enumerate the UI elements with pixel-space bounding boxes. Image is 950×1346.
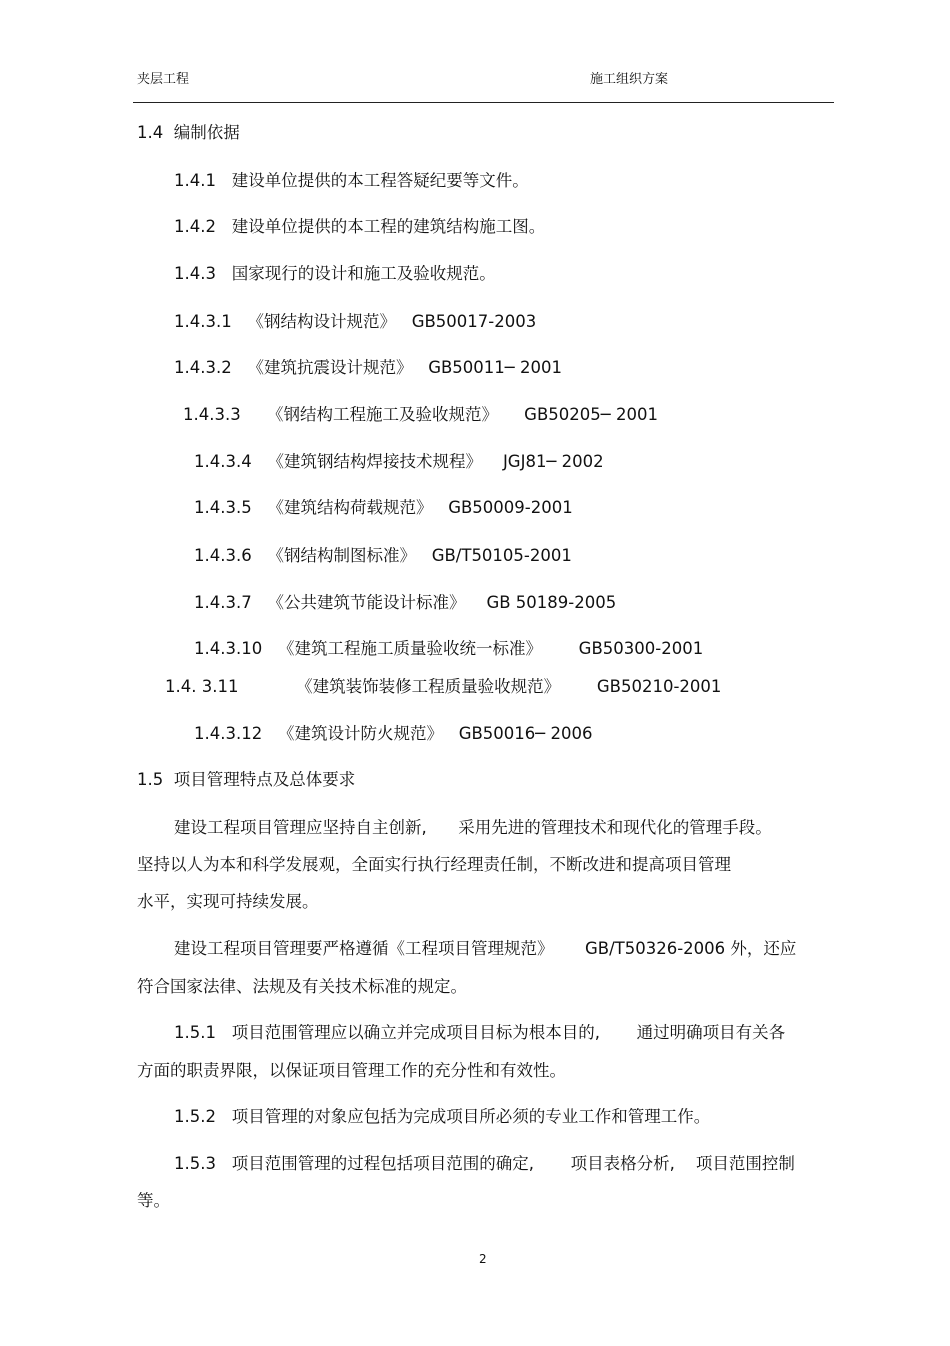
- paragraph-line: 1.5.2 项目管理的对象应包括为完成项目所必须的专业工作和管理工作。: [174, 1107, 711, 1126]
- paragraph-line: 坚持以人为本和科学发展观，全面实行执行经理责任制，不断改进和提高项目管理: [137, 855, 731, 874]
- list-item: 1.4.3 国家现行的设计和施工及验收规范。: [174, 264, 496, 283]
- list-item: 1.4.3.12 《建筑设计防火规范》 GB50016─ 2006: [194, 724, 593, 743]
- paragraph-line: 1.5.3 项目范围管理的过程包括项目范围的确定, 项目表格分析, 项目范围控制: [174, 1154, 795, 1173]
- list-item: 1.4.3.2 《建筑抗震设计规范》 GB50011─ 2001: [174, 358, 562, 377]
- header-right: 施工组织方案: [590, 72, 669, 87]
- paragraph-line: 方面的职责界限，以保证项目管理工作的充分性和有效性。: [137, 1061, 566, 1080]
- header-left: 夹层工程: [137, 72, 190, 87]
- list-item: 1.4.1 建设单位提供的本工程答疑纪要等文件。: [174, 171, 529, 190]
- paragraph-line: 水平，实现可持续发展。: [137, 892, 319, 911]
- list-item: 1.4.3.4 《建筑钢结构焊接技术规程》 JGJ81─ 2002: [194, 452, 604, 471]
- list-item: 1.4.2 建设单位提供的本工程的建筑结构施工图。: [174, 217, 546, 236]
- list-item: 1.4.3.5 《建筑结构荷载规范》 GB50009-2001: [194, 498, 573, 517]
- paragraph-line: 1.5.1 项目范围管理应以确立并完成项目目标为根本目的, 通过明确项目有关各: [174, 1023, 786, 1042]
- section-heading-1-4: 1.4 编制依据: [137, 123, 240, 142]
- paragraph-line: 建设工程项目管理应坚持自主创新, 采用先进的管理技术和现代化的管理手段。: [174, 818, 772, 837]
- paragraph-line: 符合国家法律、法规及有关技术标准的规定。: [137, 977, 467, 996]
- page-number: 2: [479, 1252, 487, 1266]
- list-item: 1.4.3.10 《建筑工程施工质量验收统一标准》 GB50300-2001: [194, 639, 704, 658]
- header-rule: [133, 102, 834, 103]
- list-item: 1.4.3.6 《钢结构制图标准》 GB/T50105-2001: [194, 546, 572, 565]
- list-item: 1.4. 3.11 《建筑装饰装修工程质量验收规范》 GB50210-2001: [165, 677, 722, 696]
- list-item: 1.4.3.3 《钢结构工程施工及验收规范》 GB50205─ 2001: [183, 405, 658, 424]
- list-item: 1.4.3.1 《钢结构设计规范》 GB50017-2003: [174, 312, 537, 331]
- list-item: 1.4.3.7 《公共建筑节能设计标准》 GB 50189-2005: [194, 593, 617, 612]
- section-heading-1-5: 1.5 项目管理特点及总体要求: [137, 770, 356, 789]
- paragraph-line: 等。: [137, 1191, 170, 1210]
- paragraph-line: 建设工程项目管理要严格遵循《工程项目管理规范》 GB/T50326-2006 外，还应: [174, 939, 797, 958]
